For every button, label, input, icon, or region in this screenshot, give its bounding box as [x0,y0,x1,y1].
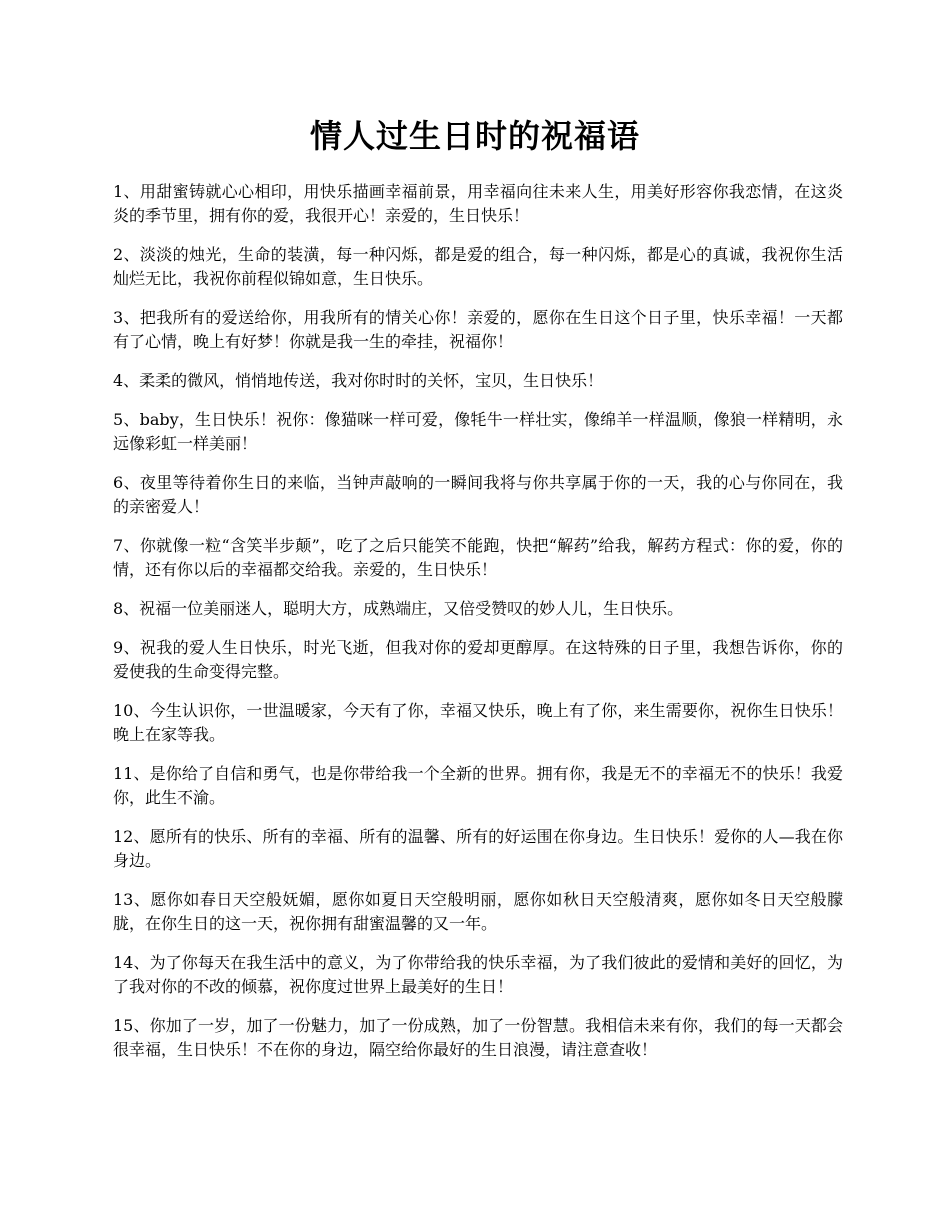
wish-paragraph-2: 2、淡淡的烛光，生命的装潢，每一种闪烁，都是爱的组合，每一种闪烁，都是心的真诚，我祝你生活灿烂无比，我祝你前程似锦如意，生日快乐。 [113,245,843,288]
document-title: 情人过生日时的祝福语 [309,117,640,155]
wish-paragraph-14: 14、为了你每天在我生活中的意义，为了你带给我的快乐幸福，为了我们彼此的爱情和美好的回忆，为了我对你的不改的倾慕，祝你度过世界上最美好的生日！ [113,953,843,996]
wish-paragraph-7: 7、你就像一粒“含笑半步颠”，吃了之后只能笑不能跑，快把“解药”给我，解药方程式：你的爱，你的情，还有你以后的幸福都交给我。亲爱的，生日快乐！ [113,536,843,579]
wish-paragraph-11: 11、是你给了自信和勇气，也是你带给我一个全新的世界。拥有你，我是无不的幸福无不的快乐！我爱你，此生不渝。 [113,764,843,807]
wish-paragraph-6: 6、夜里等待着你生日的来临，当钟声敲响的一瞬间我将与你共享属于你的一天，我的心与你同在，我的亲密爱人！ [113,473,843,516]
wish-paragraph-13: 13、愿你如春日天空般妩媚，愿你如夏日天空般明丽，愿你如秋日天空般清爽，愿你如冬日天空般朦胧，在你生日的这一天，祝你拥有甜蜜温馨的又一年。 [113,890,843,933]
wish-paragraph-15: 15、你加了一岁，加了一份魅力，加了一份成熟，加了一份智慧。我相信未来有你，我们的每一天都会很幸福，生日快乐！不在你的身边，隔空给你最好的生日浪漫，请注意查收！ [113,1016,843,1059]
wish-paragraph-8: 8、祝福一位美丽迷人，聪明大方，成熟端庄，又倍受赞叹的妙人儿，生日快乐。 [113,599,684,618]
wish-paragraph-4: 4、柔柔的微风，悄悄地传送，我对你时时的关怀，宝贝，生日快乐！ [113,371,604,390]
wish-paragraph-9: 9、祝我的爱人生日快乐，时光飞逝，但我对你的爱却更醇厚。在这特殊的日子里，我想告诉你，你的爱使我的生命变得完整。 [113,638,843,681]
wish-paragraph-1: 1、用甜蜜铸就心心相印，用快乐描画幸福前景，用幸福向往未来人生，用美好形容你我恋情，在这炎炎的季节里，拥有你的爱，我很开心！亲爱的，生日快乐！ [113,182,843,225]
wish-paragraph-10: 10、今生认识你，一世温暖家，今天有了你，幸福又快乐，晚上有了你，来生需要你，祝你生日快乐！晚上在家等我。 [113,701,843,744]
wish-paragraph-3: 3、把我所有的爱送给你，用我所有的情关心你！亲爱的，愿你在生日这个日子里，快乐幸福！一天都有了心情，晚上有好梦！你就是我一生的牵挂，祝福你！ [113,308,843,351]
wish-paragraph-5: 5、baby，生日快乐！祝你：像猫咪一样可爱，像牦牛一样壮实，像绵羊一样温顺，像狼一样精明，永远像彩虹一样美丽！ [113,410,843,453]
document-body [113,180,843,1077]
wish-paragraph-12: 12、愿所有的快乐、所有的幸福、所有的温馨、所有的好运围在你身边。生日快乐！爱你的人—我在你身边。 [113,827,843,870]
